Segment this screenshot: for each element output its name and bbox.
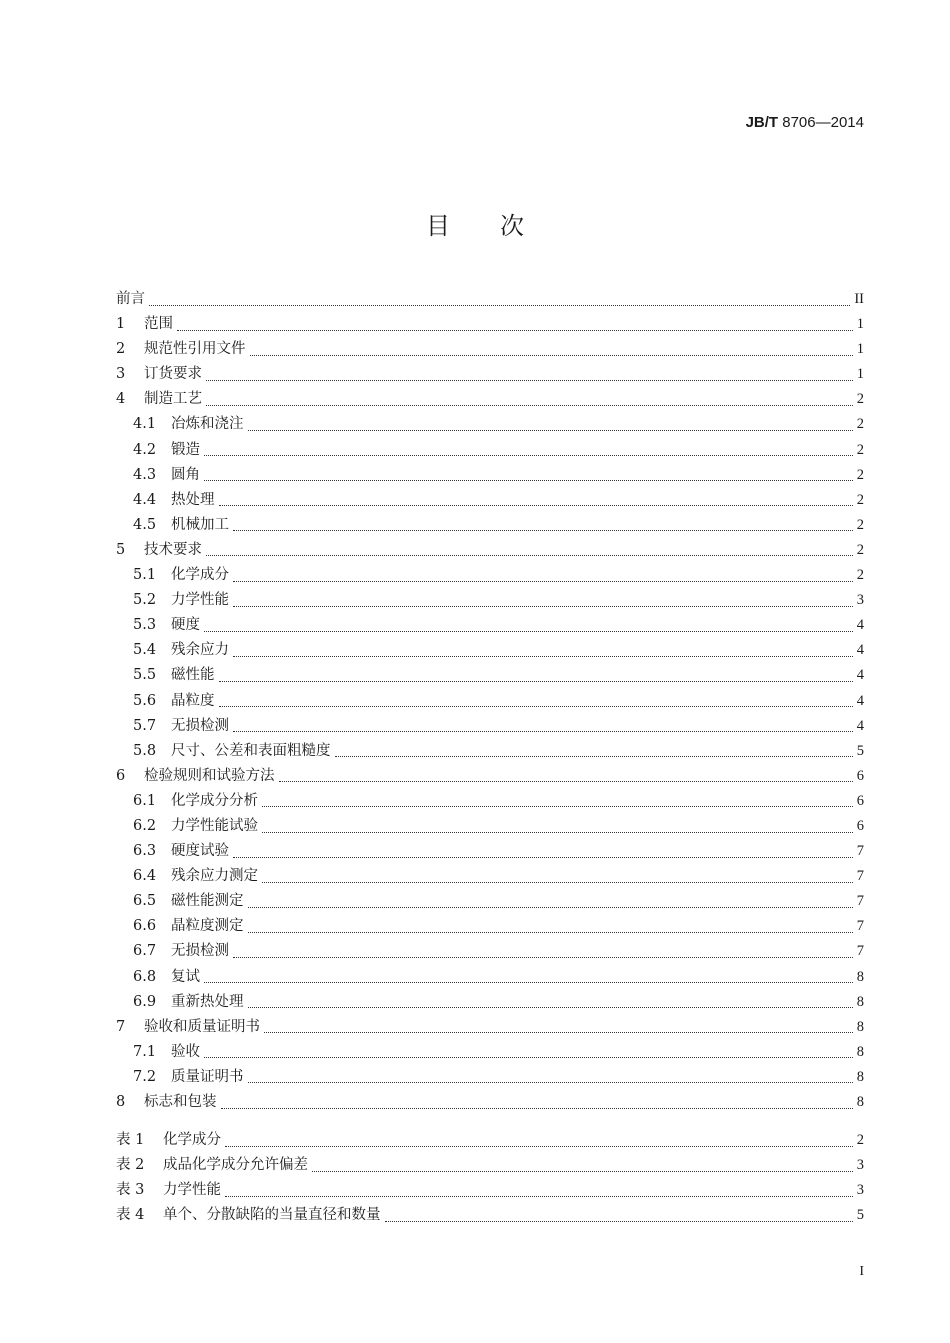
- toc-entry-number: 2: [116, 341, 126, 358]
- toc-entry-number: 5.6: [133, 692, 157, 709]
- toc-entry-page: 8: [856, 1068, 864, 1085]
- toc-entry[interactable]: [116, 914, 864, 939]
- dot-leader: [262, 831, 853, 833]
- toc-entry-number: 6.4: [133, 868, 157, 885]
- toc-entry-label: 锻造: [171, 441, 200, 458]
- dot-leader: [206, 379, 853, 381]
- toc-entry-page: II: [854, 291, 864, 307]
- toc-entry-number: 7.2: [133, 1068, 157, 1085]
- dot-leader: [206, 554, 853, 556]
- toc-entry-number: 6.5: [133, 893, 157, 910]
- dot-leader: [262, 805, 853, 807]
- table-list-entry[interactable]: [116, 1153, 864, 1178]
- toc-entry[interactable]: [116, 889, 864, 914]
- toc-entry-page: 2: [856, 391, 864, 408]
- toc-entry-number: 6: [116, 767, 126, 784]
- toc-entry-number: 5.1: [133, 567, 157, 584]
- toc-entry-label: 技术要求: [144, 541, 202, 558]
- toc-entry-page: 6: [856, 817, 864, 834]
- toc-entry-number: 6.1: [133, 792, 157, 809]
- toc-entry-number: 7: [116, 1018, 126, 1035]
- toc-entry-label: 硬度试验: [171, 843, 229, 860]
- toc-entry-page: 7: [856, 893, 864, 910]
- toc-entry-page: 7: [856, 868, 864, 885]
- dot-leader: [221, 1107, 853, 1109]
- toc-entry[interactable]: [116, 488, 864, 513]
- toc-entry-label: 磁性能测定: [171, 893, 244, 910]
- toc-entry[interactable]: [116, 613, 864, 638]
- toc-entry-number: 6.9: [133, 993, 157, 1010]
- table-list-entry[interactable]: [116, 1203, 864, 1228]
- toc-entry-page: 1: [856, 341, 864, 358]
- dot-leader: [233, 580, 853, 582]
- toc-entry-label: 冶炼和浇注: [171, 416, 244, 433]
- toc-entry-label: 无损检测: [171, 717, 229, 734]
- toc-entry-number: 4.3: [133, 466, 157, 483]
- table-list: [116, 1128, 864, 1228]
- toc-entry[interactable]: [116, 814, 864, 839]
- dot-leader: [233, 655, 853, 657]
- dot-leader: [204, 981, 853, 983]
- toc-entry-number: 5.3: [133, 617, 157, 634]
- toc-entry[interactable]: [116, 438, 864, 463]
- toc-entry[interactable]: [116, 337, 864, 362]
- toc-entry-page: 4: [856, 692, 864, 709]
- toc-entry-page: 8: [856, 1043, 864, 1060]
- toc-entry-page: 3: [856, 592, 864, 609]
- toc-entry-number: 4.4: [133, 491, 157, 508]
- dot-leader: [335, 755, 853, 757]
- dot-leader: [262, 881, 853, 883]
- toc-entry[interactable]: [116, 789, 864, 814]
- toc-entry-number: 7.1: [133, 1043, 157, 1060]
- toc-entry-label: 晶粒度: [171, 692, 215, 709]
- toc-entry-label: 验收和质量证明书: [144, 1018, 260, 1035]
- toc-entry-number: 5.2: [133, 592, 157, 609]
- toc-entry-page: 8: [856, 968, 864, 985]
- dot-leader: [233, 605, 853, 607]
- toc-entry-label: 热处理: [171, 491, 215, 508]
- dot-leader: [219, 504, 853, 506]
- dot-leader: [233, 956, 853, 958]
- toc-entry-page: 2: [856, 466, 864, 483]
- toc-entry-number: 6.8: [133, 968, 157, 985]
- dot-leader: [233, 856, 853, 858]
- toc-entry-label: 圆角: [171, 466, 200, 483]
- toc-entry-page: 8: [856, 1094, 864, 1110]
- toc-entry-page: 1: [856, 366, 864, 383]
- toc-entry-label: 规范性引用文件: [144, 341, 246, 358]
- toc-entry-number: 5: [116, 541, 126, 558]
- toc-entry-label: 化学成分: [171, 567, 229, 584]
- dot-leader: [279, 780, 853, 782]
- toc-entry[interactable]: [116, 1040, 864, 1065]
- toc-entry-label: 无损检测: [171, 943, 229, 960]
- toc-entry-label: 单个、分散缺陷的当量直径和数量: [163, 1207, 381, 1224]
- page-title: 目次: [426, 212, 574, 240]
- toc-entry-number: 6.7: [133, 943, 157, 960]
- dot-leader: [206, 404, 853, 406]
- toc-entry-number: 表 4: [116, 1207, 145, 1224]
- toc-entry-page: 8: [856, 993, 864, 1010]
- toc-entry-label: 化学成分: [163, 1132, 221, 1149]
- toc-entry-page: 4: [856, 617, 864, 634]
- toc-entry[interactable]: [116, 412, 864, 437]
- dot-leader: [204, 630, 853, 632]
- dot-leader: [248, 906, 853, 908]
- toc-entry-page: 2: [856, 541, 864, 558]
- toc-entry-label: 检验规则和试验方法: [144, 767, 275, 784]
- toc-entry-label: 范围: [144, 316, 173, 333]
- dot-leader: [219, 705, 853, 707]
- dot-leader: [204, 1056, 853, 1058]
- toc-entry[interactable]: [116, 1015, 864, 1040]
- toc-entry-label: 残余应力测定: [171, 868, 258, 885]
- toc-entry[interactable]: [116, 463, 864, 488]
- toc-entry-page: 1: [856, 316, 864, 333]
- toc-entry-number: 表 2: [116, 1157, 145, 1174]
- toc-entry-page: 5: [856, 1207, 864, 1224]
- toc-entry[interactable]: [116, 588, 864, 613]
- toc-entry-label: 制造工艺: [144, 391, 202, 408]
- toc-entry-page: 4: [856, 667, 864, 684]
- toc-entry-number: 5.4: [133, 642, 157, 659]
- toc-entry-page: 6: [856, 767, 864, 784]
- toc-entry-page: 2: [856, 491, 864, 508]
- dot-leader: [248, 429, 853, 431]
- toc-entry[interactable]: [116, 563, 864, 588]
- toc-entry[interactable]: [116, 839, 864, 864]
- standard-code-prefix: JB/T: [745, 114, 779, 131]
- toc-entry[interactable]: [116, 965, 864, 990]
- toc-entry-number: 表 3: [116, 1182, 145, 1199]
- toc-entry-label: 力学性能: [171, 592, 229, 609]
- toc-entry-label: 复试: [171, 968, 200, 985]
- toc-entry-label: 力学性能试验: [171, 817, 258, 834]
- dot-leader: [250, 354, 853, 356]
- toc-entry-page: 2: [856, 516, 864, 533]
- toc-entry-number: 6.2: [133, 817, 157, 834]
- toc-entry[interactable]: [116, 638, 864, 663]
- toc-entry-page: 5: [856, 742, 864, 759]
- toc-entry-label: 晶粒度测定: [171, 918, 244, 935]
- toc-entry-label: 标志和包装: [144, 1094, 217, 1110]
- toc-entry-number: 3: [116, 366, 126, 383]
- toc-entry-number: 5.8: [133, 742, 157, 759]
- toc-entry[interactable]: [116, 1090, 864, 1115]
- toc-entry-page: 2: [856, 1132, 864, 1149]
- toc-entry-label: 质量证明书: [171, 1068, 244, 1085]
- toc-entry[interactable]: [116, 538, 864, 563]
- toc-entry-label: 化学成分分析: [171, 792, 258, 809]
- toc-entry-page: 6: [856, 792, 864, 809]
- dot-leader: [264, 1031, 853, 1033]
- toc-entry-number: 4: [116, 391, 126, 408]
- toc-entry-label: 力学性能: [163, 1182, 221, 1199]
- standard-code: [746, 114, 864, 131]
- dot-leader: [233, 529, 853, 531]
- toc-entry[interactable]: [116, 739, 864, 764]
- toc-gap: [116, 1115, 864, 1128]
- toc-entry-label: 尺寸、公差和表面粗糙度: [171, 742, 331, 759]
- toc-entry-number: 4.5: [133, 516, 157, 533]
- toc-entry-page: 8: [856, 1018, 864, 1035]
- toc-entry-label: 磁性能: [171, 667, 215, 684]
- toc-entry[interactable]: [116, 362, 864, 387]
- toc-entry[interactable]: [116, 312, 864, 337]
- toc-entry-page: 2: [856, 567, 864, 584]
- toc-entry[interactable]: [116, 689, 864, 714]
- table-list-entry[interactable]: [116, 1178, 864, 1203]
- toc-entry-label: 重新热处理: [171, 993, 244, 1010]
- toc-entry-number: 1: [116, 316, 126, 333]
- dot-leader: [248, 931, 853, 933]
- dot-leader: [149, 304, 850, 306]
- toc-entry-label: 成品化学成分允许偏差: [163, 1157, 308, 1174]
- toc-entry-number: 5.5: [133, 667, 157, 684]
- toc-entry-number: 4.1: [133, 416, 157, 433]
- toc-entry-page: 2: [856, 441, 864, 458]
- toc-entry-number: 5.7: [133, 717, 157, 734]
- toc-entry-page: 7: [856, 843, 864, 860]
- dot-leader: [225, 1195, 853, 1197]
- dot-leader: [177, 329, 853, 331]
- toc-entry[interactable]: [116, 513, 864, 538]
- toc-entries: [116, 287, 864, 1115]
- toc-entry-number: 8: [116, 1094, 126, 1110]
- toc-entry-number: 6.6: [133, 918, 157, 935]
- dot-leader: [233, 730, 853, 732]
- toc-entry-label: 验收: [171, 1043, 200, 1060]
- toc-entry-label: 机械加工: [171, 516, 229, 533]
- toc-entry-page: 3: [856, 1182, 864, 1199]
- toc-entry[interactable]: [116, 1065, 864, 1090]
- toc-entry[interactable]: [116, 714, 864, 739]
- toc-entry-page: 3: [856, 1157, 864, 1174]
- table-list-entry[interactable]: [116, 1128, 864, 1153]
- toc-entry-page: 7: [856, 943, 864, 960]
- table-of-contents: [116, 287, 864, 1228]
- toc-entry[interactable]: [116, 864, 864, 889]
- toc-entry-page: 2: [856, 416, 864, 433]
- dot-leader: [248, 1006, 853, 1008]
- toc-entry-page: 7: [856, 918, 864, 935]
- dot-leader: [204, 479, 853, 481]
- toc-entry-number: 4.2: [133, 441, 157, 458]
- toc-entry[interactable]: [116, 387, 864, 412]
- dot-leader: [312, 1170, 853, 1172]
- toc-entry-label: 残余应力: [171, 642, 229, 659]
- dot-leader: [385, 1220, 853, 1222]
- dot-leader: [248, 1081, 853, 1083]
- standard-code-number: 8706—2014: [782, 114, 864, 131]
- dot-leader: [225, 1145, 853, 1147]
- toc-entry-page: 4: [856, 717, 864, 734]
- toc-entry-label: 订货要求: [144, 366, 202, 383]
- toc-entry[interactable]: [116, 764, 864, 789]
- page-number: I: [859, 1264, 864, 1279]
- toc-entry[interactable]: [116, 287, 864, 312]
- toc-entry-number: 表 1: [116, 1132, 145, 1149]
- toc-entry-page: 4: [856, 642, 864, 659]
- toc-entry-label: 硬度: [171, 617, 200, 634]
- toc-entry[interactable]: [116, 939, 864, 964]
- toc-entry[interactable]: [116, 990, 864, 1015]
- dot-leader: [219, 680, 853, 682]
- dot-leader: [204, 454, 853, 456]
- toc-entry-label: 前言: [116, 291, 145, 307]
- toc-entry-number: 6.3: [133, 843, 157, 860]
- toc-entry[interactable]: [116, 663, 864, 688]
